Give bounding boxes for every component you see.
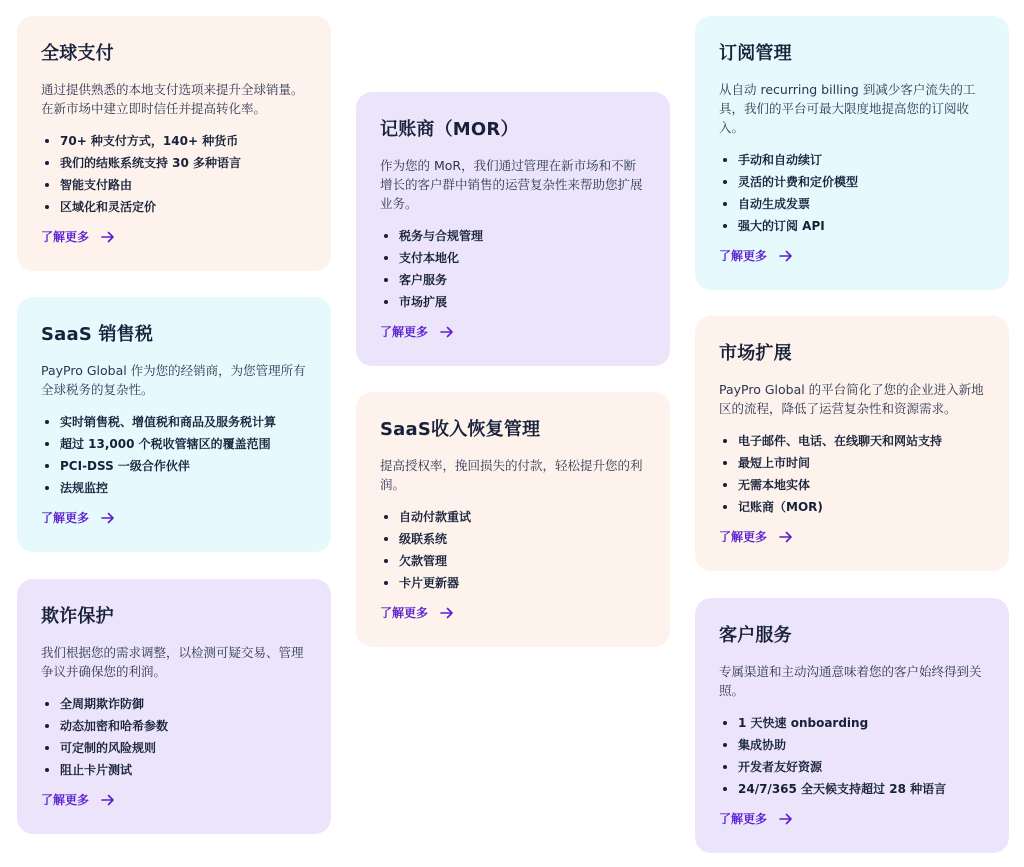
feature-list xyxy=(719,712,985,800)
card-title: SaaS收入恢复管理 xyxy=(380,419,541,440)
learn-more-link[interactable] xyxy=(41,228,307,245)
card-description: PayPro Global 的平台简化了您的企业进入新地区的流程，降低了运营复杂性和资源需求。 xyxy=(719,382,984,416)
card-title: SaaS 销售税 xyxy=(41,324,154,345)
arrow-right-icon xyxy=(779,813,793,825)
feature-list xyxy=(41,411,307,499)
list-item: 电子邮件、电话、在线聊天和网站支持 xyxy=(719,430,985,452)
list-item: 我们的结账系统支持 30 多种语言 xyxy=(41,152,307,174)
card-title: 市场扩展 xyxy=(719,343,792,364)
feature-list xyxy=(380,506,646,594)
card-description: 作为您的 MoR，我们通过管理在新市场和不断增长的客户群中销售的运营复杂性来帮助您扩展业务。 xyxy=(380,158,643,211)
card-market-expansion xyxy=(695,316,1009,571)
list-item: 级联系统 xyxy=(380,528,646,550)
list-item: 自动生成发票 xyxy=(719,193,985,215)
card-title: 订阅管理 xyxy=(719,43,792,64)
learn-more-link[interactable] xyxy=(41,509,307,526)
list-item: 区域化和灵活定价 xyxy=(41,196,307,218)
learn-more-label: 了解更多 xyxy=(41,230,90,244)
card-description: 提高授权率，挽回损失的付款，轻松提升您的利润。 xyxy=(380,458,643,492)
arrow-right-icon xyxy=(440,607,454,619)
learn-more-link[interactable] xyxy=(719,247,985,264)
learn-more-link[interactable] xyxy=(380,323,646,340)
card-title: 客户服务 xyxy=(719,625,792,646)
feature-list xyxy=(719,430,985,518)
list-item: 记账商（MOR) xyxy=(719,496,985,518)
arrow-right-icon xyxy=(101,231,115,243)
learn-more-label: 了解更多 xyxy=(380,606,429,620)
card-description: 通过提供熟悉的本地支付选项来提升全球销量。在新市场中建立即时信任并提高转化率。 xyxy=(41,82,304,116)
card-description: 从自动 recurring billing 到减少客户流失的工具，我们的平台可最大限度地提高您的订阅收入。 xyxy=(719,82,976,135)
arrow-right-icon xyxy=(101,512,115,524)
list-item: 欠款管理 xyxy=(380,550,646,572)
list-item: 24/7/365 全天候支持超过 28 种语言 xyxy=(719,778,985,800)
list-item: 自动付款重试 xyxy=(380,506,646,528)
learn-more-link[interactable] xyxy=(41,791,307,808)
card-description: 专属渠道和主动沟通意味着您的客户始终得到关照。 xyxy=(719,664,982,698)
list-item: 实时销售税、增值税和商品及服务税计算 xyxy=(41,411,307,433)
list-item: 可定制的风险规则 xyxy=(41,737,307,759)
card-title: 记账商（MOR） xyxy=(380,119,519,140)
list-item: 灵活的计费和定价模型 xyxy=(719,171,985,193)
list-item: 市场扩展 xyxy=(380,291,646,313)
list-item: 最短上市时间 xyxy=(719,452,985,474)
learn-more-label: 了解更多 xyxy=(41,511,90,525)
learn-more-label: 了解更多 xyxy=(719,812,768,826)
list-item: 动态加密和哈希参数 xyxy=(41,715,307,737)
list-item: 阻止卡片测试 xyxy=(41,759,307,781)
list-item: 卡片更新器 xyxy=(380,572,646,594)
list-item: 1 天快速 onboarding xyxy=(719,712,985,734)
list-item: 集成协助 xyxy=(719,734,985,756)
arrow-right-icon xyxy=(101,794,115,806)
learn-more-label: 了解更多 xyxy=(719,530,768,544)
feature-list xyxy=(41,693,307,781)
list-item: 超过 13,000 个税收管辖区的覆盖范围 xyxy=(41,433,307,455)
arrow-right-icon xyxy=(440,326,454,338)
card-description: PayPro Global 作为您的经销商，为您管理所有全球税务的复杂性。 xyxy=(41,363,306,397)
learn-more-label: 了解更多 xyxy=(380,325,429,339)
list-item: 手动和自动续订 xyxy=(719,149,985,171)
card-title: 全球支付 xyxy=(41,43,114,64)
learn-more-link[interactable] xyxy=(380,604,646,621)
feature-list xyxy=(41,130,307,218)
list-item: 智能支付路由 xyxy=(41,174,307,196)
card-title: 欺诈保护 xyxy=(41,606,114,627)
card-revenue-recovery xyxy=(356,392,670,647)
card-fraud-protection xyxy=(17,579,331,834)
list-item: PCI-DSS 一级合作伙伴 xyxy=(41,455,307,477)
learn-more-link[interactable] xyxy=(719,810,985,827)
list-item: 法规监控 xyxy=(41,477,307,499)
arrow-right-icon xyxy=(779,531,793,543)
card-saas-sales-tax xyxy=(17,297,331,552)
learn-more-label: 了解更多 xyxy=(41,793,90,807)
list-item: 强大的订阅 API xyxy=(719,215,985,237)
feature-list xyxy=(719,149,985,237)
card-customer-service xyxy=(695,598,1009,853)
list-item: 70+ 种支付方式，140+ 种货币 xyxy=(41,130,307,152)
learn-more-label: 了解更多 xyxy=(719,249,768,263)
list-item: 无需本地实体 xyxy=(719,474,985,496)
list-item: 税务与合规管理 xyxy=(380,225,646,247)
list-item: 全周期欺诈防御 xyxy=(41,693,307,715)
feature-list xyxy=(380,225,646,313)
card-global-payments xyxy=(17,16,331,271)
list-item: 支付本地化 xyxy=(380,247,646,269)
card-subscription-management xyxy=(695,16,1009,290)
arrow-right-icon xyxy=(779,250,793,262)
learn-more-link[interactable] xyxy=(719,528,985,545)
card-description: 我们根据您的需求调整，以检测可疑交易、管理争议并确保您的利润。 xyxy=(41,645,304,679)
list-item: 开发者友好资源 xyxy=(719,756,985,778)
list-item: 客户服务 xyxy=(380,269,646,291)
card-merchant-of-record xyxy=(356,92,670,366)
